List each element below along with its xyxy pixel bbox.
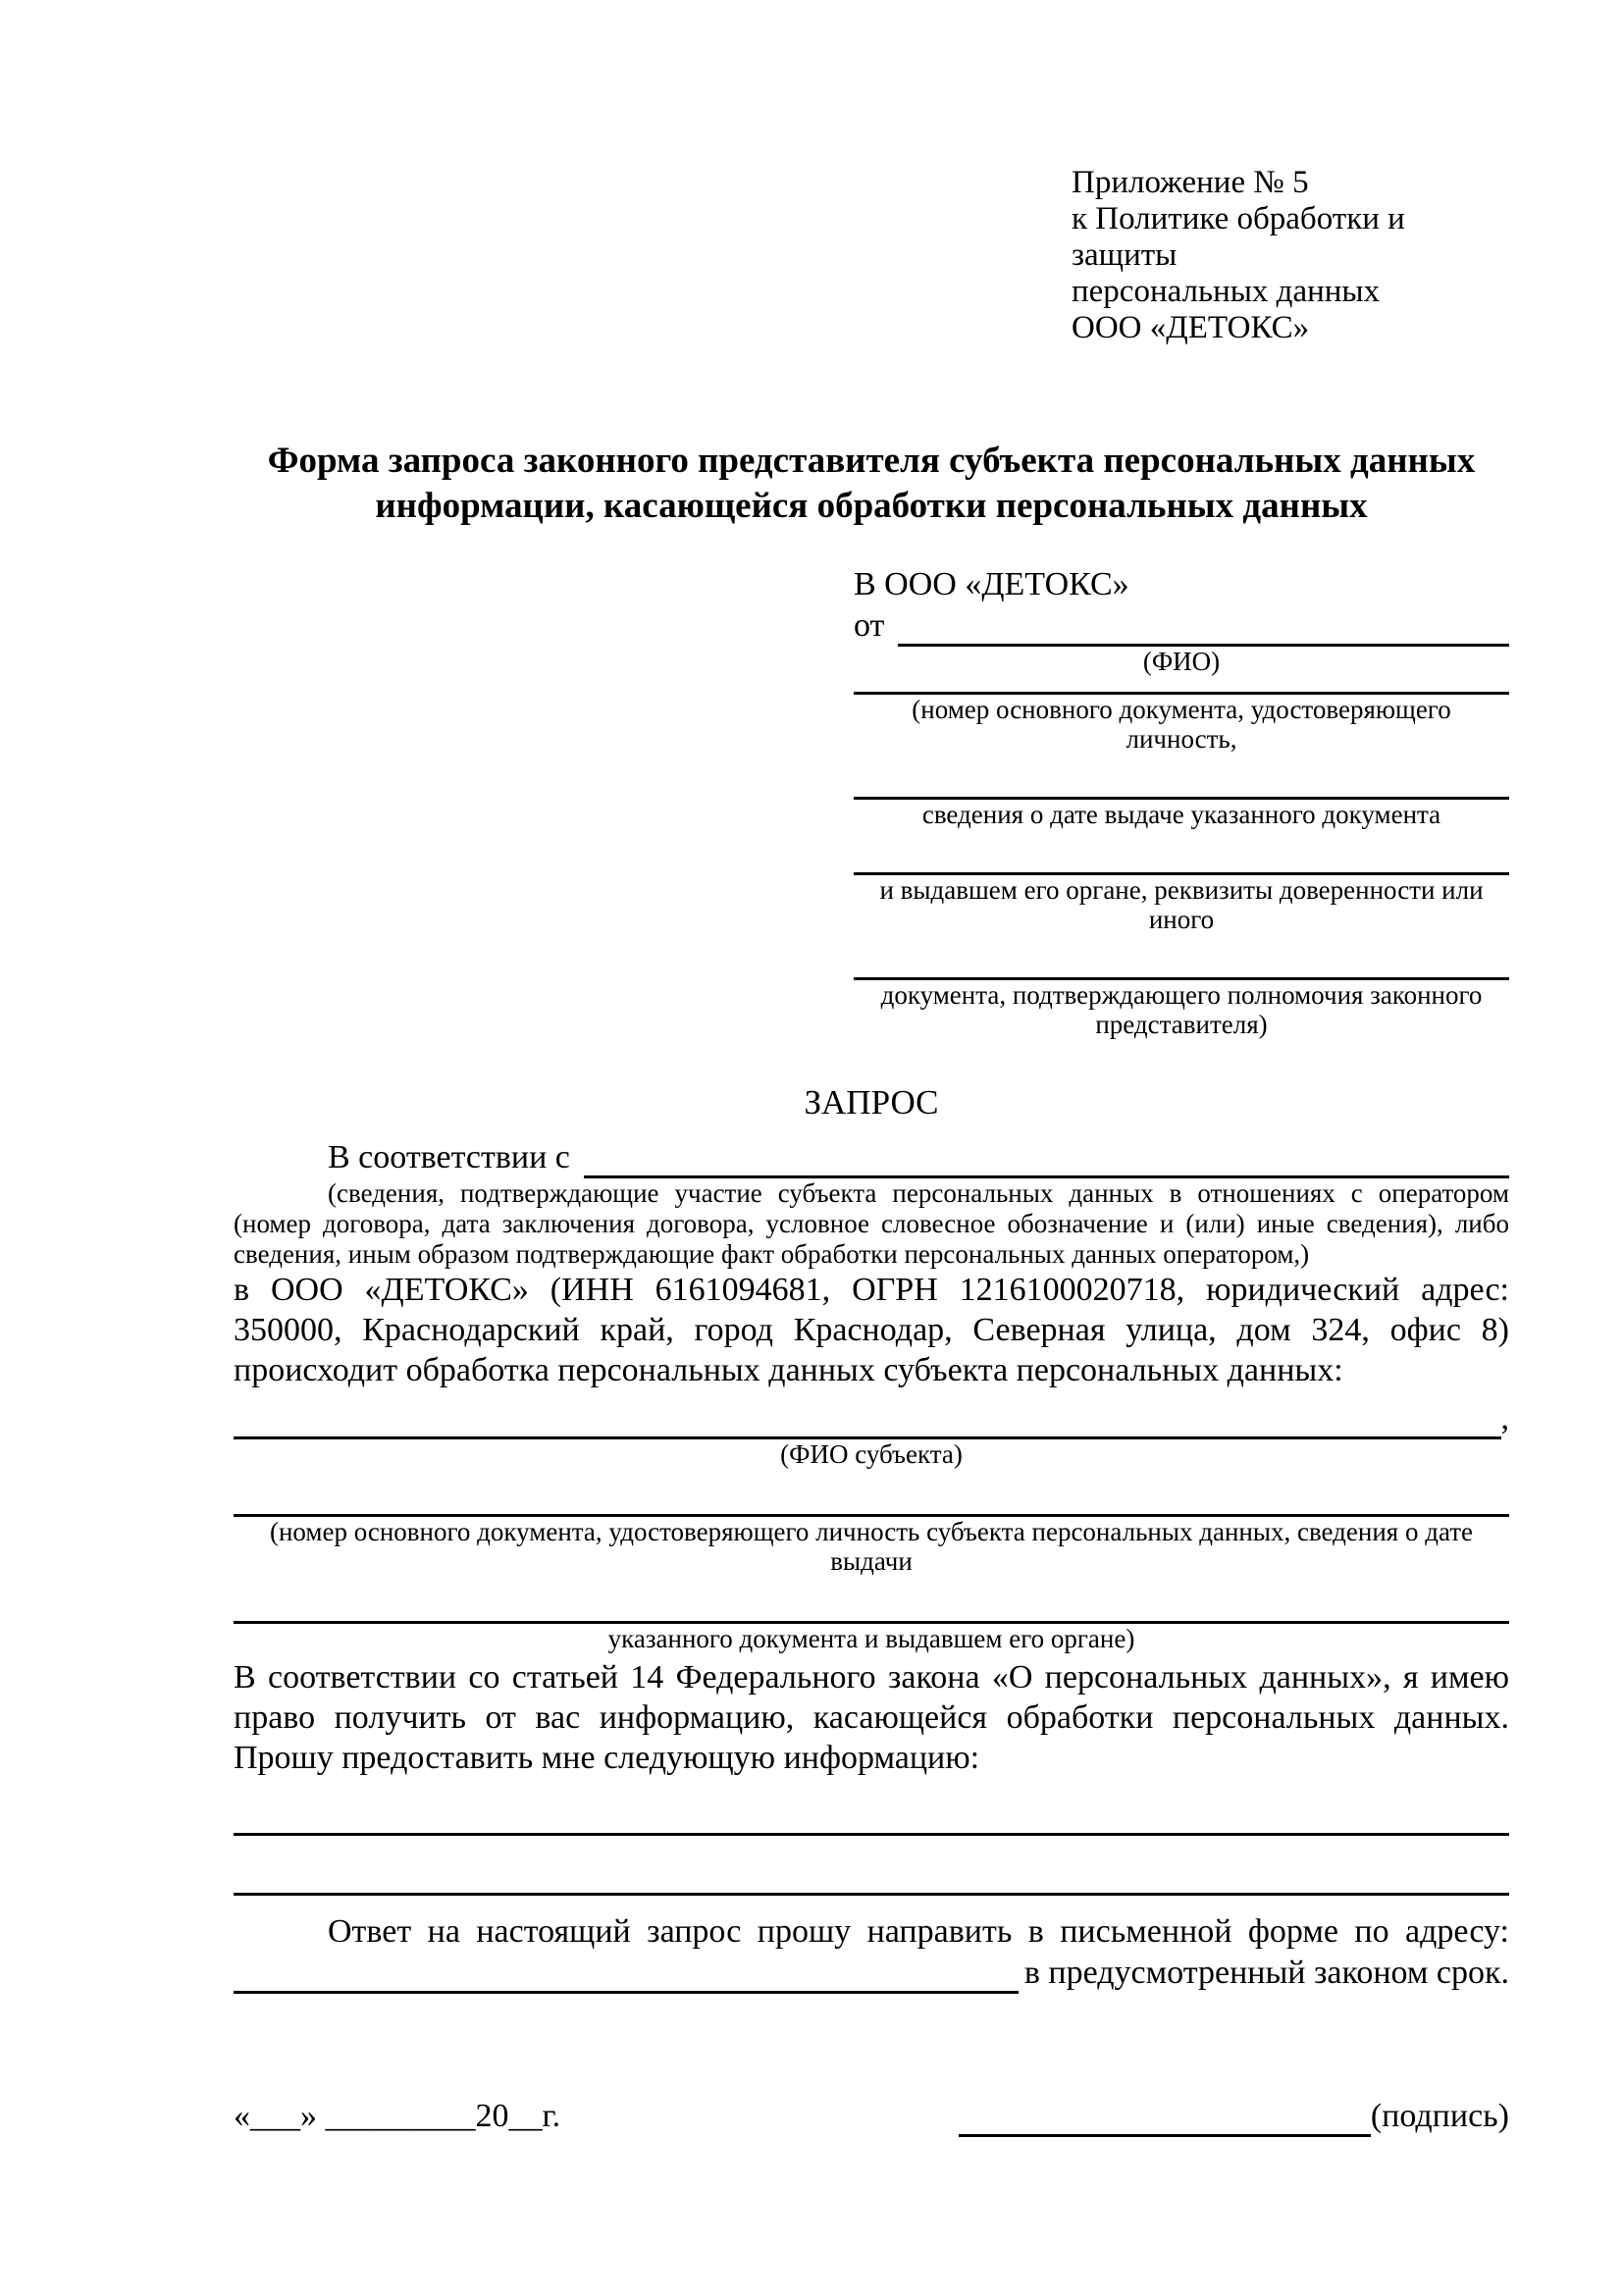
reply-tail: в предусмотренный законом срок. [1023, 1955, 1509, 1991]
accordance-label: В соответствии с [328, 1139, 570, 1175]
form-title [234, 439, 1509, 529]
annex-line-4: ООО «ДЕТОКС» [1072, 310, 1310, 345]
reply-paragraph: Ответ на настоящий запрос прошу направить в письменной форме по адресу: [328, 1913, 1509, 1950]
doc-input-line-3[interactable] [854, 829, 1509, 875]
fio-input-line[interactable] [898, 605, 1509, 647]
subject-doc-input-line-1[interactable] [234, 1469, 1509, 1517]
trailing-comma: , [1500, 1400, 1509, 1436]
subject-fio-row [234, 1390, 1509, 1439]
footer-row [234, 2096, 1509, 2137]
doc-input-line-1[interactable] [854, 676, 1509, 695]
from-label: от [854, 607, 885, 644]
doc-caption-2: сведения о дате выдаче указанного документа [921, 800, 1441, 829]
small-print-note: (сведения, подтверждающие участие субъекта персональных данных в отношениях с оператором (номер договора, дата заключения договора, условное словесное обозначение и (или) иные сведения), либо сведения, иным образом подтверждающие факт обработки персональных данных оператором,) [234, 1178, 1509, 1269]
annex-line-3: персональных данных [1072, 274, 1381, 309]
signature-input-line[interactable] [959, 2101, 1371, 2137]
signature-caption: (подпись) [1370, 2098, 1509, 2134]
addressee-to: В ООО «ДЕТОКС» [854, 566, 1129, 602]
request-heading: ЗАПРОС [804, 1083, 939, 1122]
doc-input-line-2[interactable] [854, 754, 1509, 800]
annex-line-1: Приложение № 5 [1072, 165, 1309, 200]
signature-group [959, 2096, 1509, 2137]
accordance-input-line[interactable] [584, 1137, 1509, 1178]
reply-address-input-line[interactable] [234, 1991, 1019, 1994]
subject-fio-caption: (ФИО субъекта) [780, 1439, 963, 1469]
annex-line-2: к Политике обработки и защиты [1072, 201, 1405, 273]
subject-doc-caption-2: указанного документа и выдавшем его органе) [607, 1624, 1135, 1653]
form-title-line-2: информации, касающейся обработки персональных данных [375, 486, 1368, 526]
info-input-line-2[interactable] [234, 1836, 1509, 1896]
operator-paragraph: в ООО «ДЕТОКС» (ИНН 6161094681, ОГРН 1216100020718, юридический адрес: 350000, Краснодарский край, город Краснодар, Северная улица, дом 324, офис 8) происходит обработка персональных данных субъекта персональных данных: [234, 1272, 1509, 1388]
law-paragraph: В соответствии со статьей 14 Федерального закона «О персональных данных», я имею право получить от вас информацию, касающейся обработки персональных данных. Прошу предоставить мне следующую информацию: [234, 1659, 1509, 1776]
doc-caption-1: (номер основного документа, удостоверяющего личность, [912, 695, 1451, 754]
doc-input-line-4[interactable] [854, 934, 1509, 980]
addressee-block [854, 564, 1509, 1039]
doc-caption-3: и выдавшем его органе, реквизиты доверенности или иного [879, 875, 1484, 934]
reply-address-row [234, 1953, 1509, 1994]
info-input-line-1[interactable] [234, 1778, 1509, 1836]
annex-block [1072, 165, 1509, 346]
subject-doc-caption-1: (номер основного документа, удостоверяющего личность субъекта персональных данных, сведения о дате выдачи [269, 1517, 1474, 1576]
doc-caption-4: документа, подтверждающего полномочия законного представителя) [880, 980, 1483, 1039]
subject-doc-input-line-2[interactable] [234, 1576, 1509, 1624]
fio-caption: (ФИО) [1142, 647, 1221, 676]
addressee-from-row [854, 605, 1509, 647]
accordance-row [234, 1137, 1509, 1178]
form-title-line-1: Форма запроса законного представителя субъекта персональных данных [267, 441, 1476, 481]
date-line: «___» _________20__г. [234, 2098, 561, 2134]
